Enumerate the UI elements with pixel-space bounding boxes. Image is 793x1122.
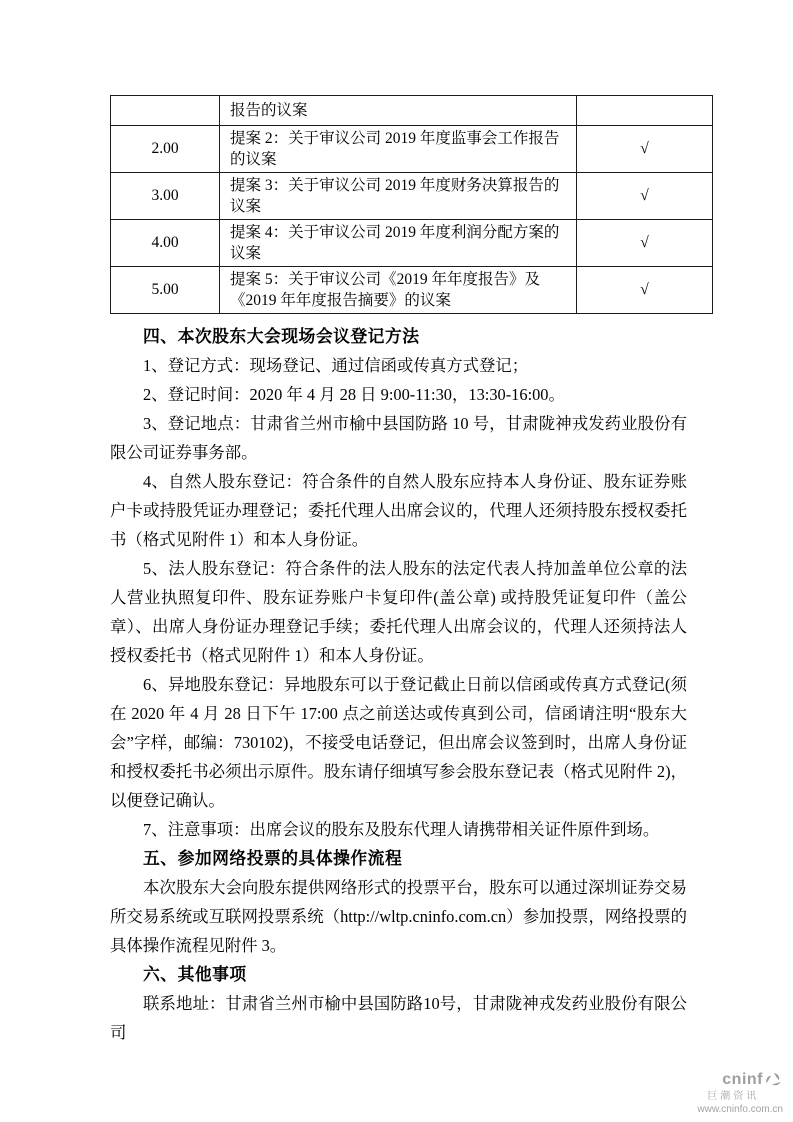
proposal-number [111, 96, 220, 126]
proposal-title: 提案 3：关于审议公司 2019 年度财务决算报告的议案 [220, 173, 577, 220]
document-text [110, 322, 687, 1047]
section-heading-online-voting: 五、参加网络投票的具体操作流程 [143, 849, 403, 868]
proposal-number: 4.00 [111, 220, 220, 267]
proposal-title: 提案 4：关于审议公司 2019 年度利润分配方案的议案 [220, 220, 577, 267]
cninfo-logo-text: cninf [722, 1071, 763, 1089]
proposal-number: 5.00 [111, 267, 220, 314]
paragraph-contact-address: 联系地址：甘肃省兰州市榆中县国防路10号，甘肃陇神戎发药业股份有限公司 [110, 994, 687, 1042]
paragraph-registration-place: 3、登记地点：甘肃省兰州市榆中县国防路 10 号，甘肃陇神戎发药业股份有限公司证券事务部。 [110, 414, 687, 462]
checkmark-cell: √ [577, 126, 713, 173]
checkmark-cell: √ [577, 267, 713, 314]
cninfo-url: www.cninfo.com.cn [697, 1103, 783, 1115]
table-row [111, 173, 713, 220]
cninfo-watermark [697, 1071, 783, 1115]
cninfo-chinese-name: 巨潮资讯 [707, 1091, 760, 1102]
checkmark-cell: √ [577, 173, 713, 220]
paragraph-registration-time: 2、登记时间：2020 年 4 月 28 日 9:00-11:30，13:30-16:00。 [143, 385, 565, 404]
section-heading-registration: 四、本次股东大会现场会议登记方法 [143, 327, 420, 346]
proposal-number: 3.00 [111, 173, 220, 220]
paragraph-individual-shareholder: 4、自然人股东登记：符合条件的自然人股东应持本人身份证、股东证券账户卡或持股凭证办理登记；委托代理人出席会议的，代理人还须持股东授权委托书（格式见附件 1）和本人身份证。 [110, 472, 687, 549]
paragraph-remote-shareholder: 6、异地股东登记：异地股东可以于登记截止日前以信函或传真方式登记(须在 2020 年 4 月 28 日下午 17:00 点之前送达或传真到公司，信函请注明“股东大会”字样，邮编：730102)，不接受电话登记，但出席会议签到时，出席人身份证和授权委托书必须出示原件。股东请仔细填写参会股东登记表（格式见附件 2)，以便登记确认。 [110, 675, 687, 810]
paragraph-online-voting: 本次股东大会向股东提供网络形式的投票平台，股东可以通过深圳证券交易所交易系统或互联网投票系统（http://wltp.cninfo.com.cn）参加投票，网络投票的具体操作流程见附件 3。 [110, 878, 687, 955]
table-row [111, 96, 713, 126]
proposal-title: 提案 2：关于审议公司 2019 年度监事会工作报告的议案 [220, 126, 577, 173]
cninfo-logo-row [697, 1071, 783, 1090]
proposal-title: 报告的议案 [220, 96, 577, 126]
checkmark-cell [577, 96, 713, 126]
table-row [111, 126, 713, 173]
section-heading-other-matters: 六、其他事项 [143, 965, 247, 984]
proposal-title: 提案 5：关于审议公司《2019 年年度报告》及《2019 年年度报告摘要》的议案 [220, 267, 577, 314]
cninfo-swirl-icon [764, 1071, 783, 1090]
table-row [111, 267, 713, 314]
table-row [111, 220, 713, 267]
checkmark-cell: √ [577, 220, 713, 267]
proposals-table [110, 95, 713, 314]
document-body [110, 95, 687, 1047]
paragraph-registration-method: 1、登记方式：现场登记、通过信函或传真方式登记； [143, 356, 529, 375]
proposal-number: 2.00 [111, 126, 220, 173]
paragraph-corporate-shareholder: 5、法人股东登记：符合条件的法人股东的法定代表人持加盖单位公章的法人营业执照复印件、股东证券账户卡复印件(盖公章) 或持股凭证复印件（盖公章）、出席人身份证办理登记手续；委托代理人出席会议的，代理人还须持法人授权委托书（格式见附件 1）和本人身份证。 [110, 559, 687, 665]
paragraph-notice: 7、注意事项：出席会议的股东及股东代理人请携带相关证件原件到场。 [143, 820, 660, 839]
